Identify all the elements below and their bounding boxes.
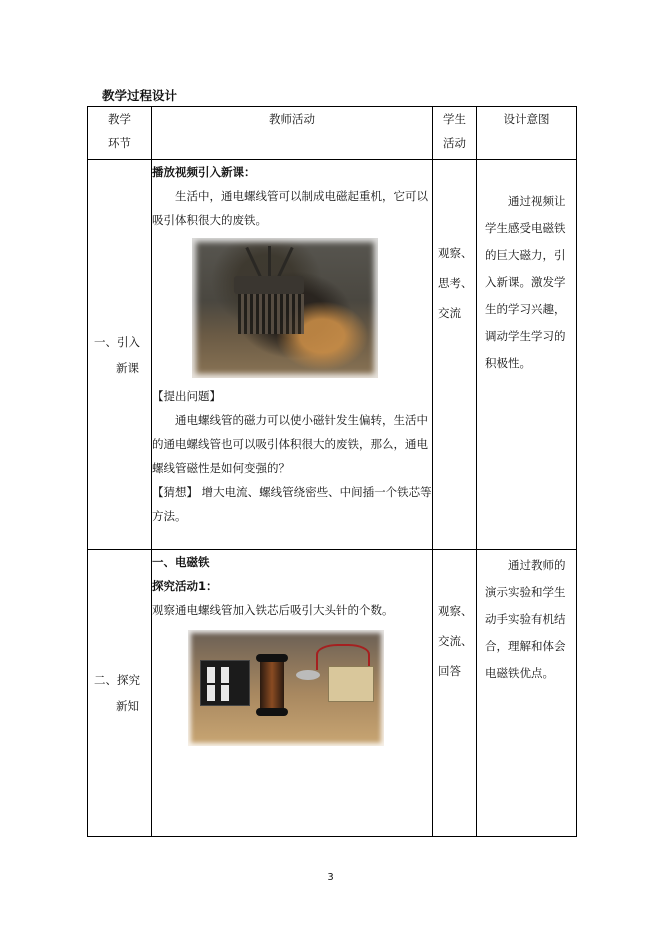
intent-cell <box>477 160 577 550</box>
activity-label: 探究活动1： <box>152 579 218 593</box>
student-item: 观察、 <box>438 604 473 618</box>
table-row <box>88 160 577 550</box>
header-student-line2: 活动 <box>443 136 466 150</box>
stage-line2: 新知 <box>116 699 139 713</box>
page-number: 3 <box>327 872 334 883</box>
question-label: 【提出问题】 <box>152 389 221 403</box>
guess-text: 增大电流、螺线管绕密些、中间插一个铁芯等方法。 <box>152 485 432 523</box>
header-intent: 设计意图 <box>477 107 577 160</box>
stage-line1: 一、引入 <box>94 334 140 349</box>
header-stage <box>88 107 152 160</box>
student-item: 回答 <box>438 664 461 678</box>
activity-heading: 播放视频引入新课： <box>152 165 256 179</box>
header-stage-line1: 教学 <box>108 112 131 126</box>
section-title: 教学过程设计 <box>102 88 178 103</box>
student-item: 观察、 <box>438 246 473 260</box>
activity-intro: 生活中，通电螺线管可以制成电磁起重机，它可以吸引体积很大的废铁。 <box>152 189 428 227</box>
stage-cell <box>88 160 152 550</box>
activity-text: 观察通电螺线管加入铁芯后吸引大头针的个数。 <box>152 603 394 617</box>
header-teacher: 教师活动 <box>152 107 433 160</box>
intent-text: 通过视频让学生感受电磁铁的巨大磁力，引入新课。激发学生的学习兴趣，调动学生学习的积极性。 <box>485 194 566 370</box>
experiment-image <box>188 630 384 746</box>
intent-text: 通过教师的演示实验和学生动手实验有机结合，理解和体会电磁铁优点。 <box>485 558 566 680</box>
teacher-activity-cell <box>152 550 433 837</box>
header-stage-line2: 环节 <box>108 136 131 150</box>
header-student-line1: 学生 <box>443 112 466 126</box>
student-item: 思考、 <box>438 276 473 290</box>
stage-line2: 新课 <box>116 360 139 375</box>
stage-cell <box>88 550 152 837</box>
table-row <box>88 550 577 837</box>
intent-cell <box>477 550 577 837</box>
student-item: 交流 <box>438 306 461 320</box>
stage-line1: 二、探究 <box>94 673 140 687</box>
table-header-row <box>88 107 577 160</box>
student-activity-cell <box>433 550 477 837</box>
student-activity-cell <box>433 160 477 550</box>
teacher-activity-cell <box>152 160 433 550</box>
lesson-process-table <box>87 106 577 837</box>
activity-heading: 一、电磁铁 <box>152 555 210 569</box>
guess-label: 【猜想】 <box>152 485 198 499</box>
guess-line <box>152 480 432 528</box>
header-student <box>433 107 477 160</box>
student-item: 交流、 <box>438 634 473 648</box>
question-text: 通电螺线管的磁力可以使小磁针发生偏转，生活中的通电螺线管也可以吸引体积很大的废铁，那么，通电螺线管磁性是如何变强的？ <box>152 413 428 475</box>
crane-image <box>192 238 378 378</box>
